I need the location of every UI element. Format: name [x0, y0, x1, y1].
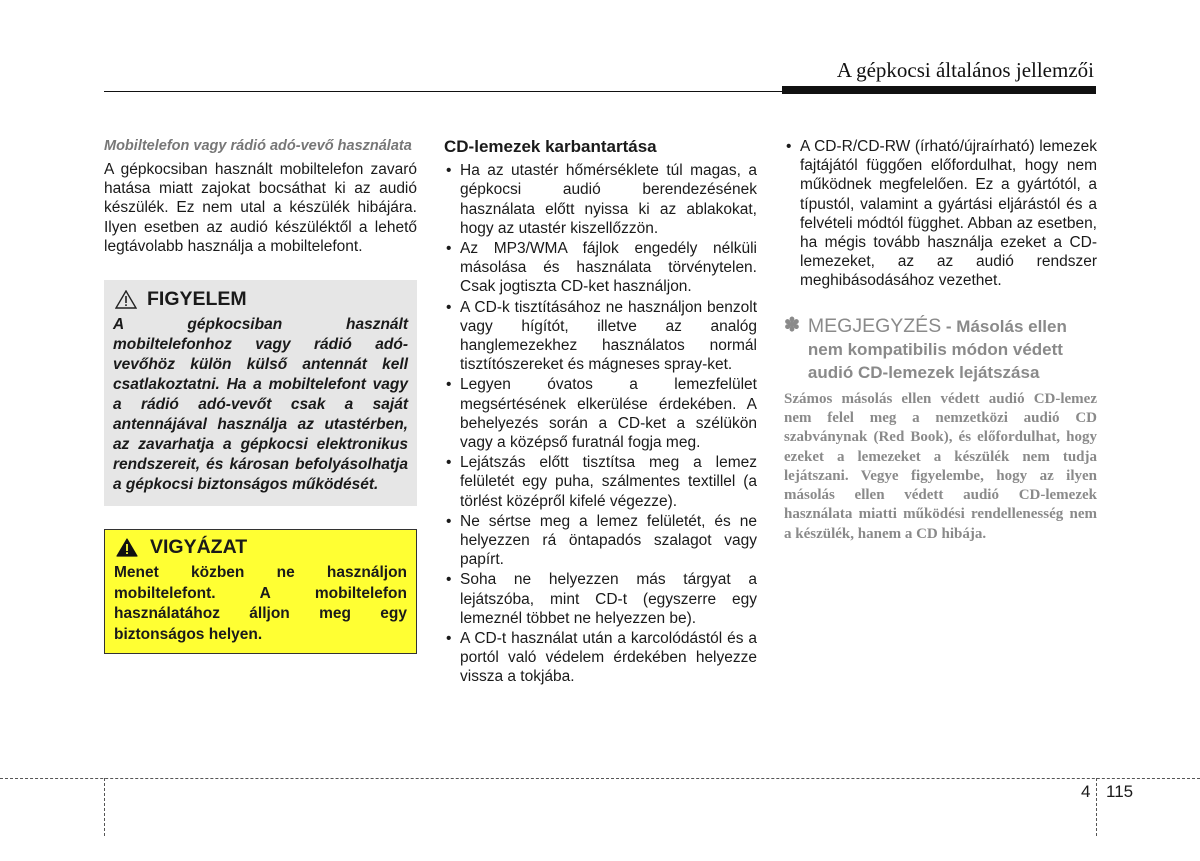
- warning-text: A gépkocsiban használt mobiltelefonhoz vagy rádió adó-vevőhöz külön külső antennát kell csatlakoztatni. Ha a mobiltelefont vagy a rádió adó-vevőt csak a saját antennájával használja az utastérben, az zavarhatja a gépkocsi elektronikus rendszereit, és károsan befolyásolhatja a gépkocsi biztonságos működését.: [113, 316, 408, 494]
- warning-title: FIGYELEM: [147, 288, 247, 311]
- caution-box: [104, 529, 417, 654]
- caution-title-row: [116, 538, 407, 557]
- note-star-icon: ✽: [784, 314, 800, 336]
- warning-triangle-icon: [115, 290, 137, 309]
- list-item: • A CD-t használat után a karcolódástól és a portól való védelem érdekében helyezze vissza a tokjába.: [444, 629, 757, 687]
- body-paragraph: A gépkocsiban használt mobiltelefon zavaró hatása miatt zajokat bocsáthat ki az audió készülék. Ez nem utal a készülék hibájára. Ilyen esetben az audió készüléktől a lehető legtávolabb használja a mobiltelefont.: [104, 161, 417, 255]
- footer-divider-left: [104, 778, 105, 836]
- note-label: MEGJEGYZÉS: [807, 314, 942, 337]
- column-left: [104, 137, 417, 654]
- note-text: Számos másolás ellen védett audió CD-lemez nem felel meg a nemzetközi audió CD szabványnak (Red Book), és előfordulhat, hogy ezeket a lemezeket a készülék nem tudja lejátszani. Vegye figyelembe, hogy az ilyen másolás ellen védett audió CD-lemezek használata miatti működési rendellenesség nem a készülék, hanem a CD hibája.: [784, 390, 1097, 542]
- list-item: • Legyen óvatos a lemezfelület megsértésének elkerülése érdekében. A behelyezés során a CD-ket a szélükön vagy a középső furatnál fogja meg.: [444, 375, 757, 452]
- header-rule: [104, 91, 784, 92]
- column-middle: [444, 137, 757, 688]
- warning-title-row: [115, 290, 408, 309]
- note-heading: [784, 315, 1097, 384]
- page-number: 115: [1106, 782, 1134, 801]
- section-heading: CD-lemezek karbantartása: [444, 137, 657, 156]
- caution-title: VIGYÁZAT: [150, 536, 248, 559]
- footer-divider: [0, 778, 1200, 779]
- list-item: • Ha az utastér hőmérséklete túl magas, a gépkocsi audió berendezésének használata előtt nyissa ki az ablakokat, hogy az utastér kiszellőzzön.: [444, 161, 757, 238]
- footer-divider-right: [1096, 778, 1097, 836]
- list-item: • A CD-R/CD-RW (írható/újraírható) lemezek fajtájától függően előfordulhat, hogy nem működnek megfelelően. Ez a gyártótól, a típustól, valamint a gyártási eljárástól és a felvételi módtól függhet. Abban az esetben, ha mégis tovább használja ezeket a CD-lemezeket, az az audió rendszer meghibásodásához vezethet.: [784, 137, 1097, 291]
- warning-box: [104, 280, 417, 506]
- list-item: • A CD-k tisztításához ne használjon benzolt vagy hígítót, illetve az analóg hanglemezekhez használatos normál tisztítószereket és mágneses spray-ket.: [444, 298, 757, 375]
- page-header-title: A gépkocsi általános jellemzői: [836, 58, 1094, 82]
- caution-triangle-icon: [116, 538, 138, 557]
- list-item: • Soha ne helyezzen más tárgyat a lejátszóba, mint CD-t (egyszerre egy lemeznél többet ne helyezzen be).: [444, 570, 757, 628]
- bullet-list: [784, 137, 1097, 291]
- column-right: [784, 137, 1097, 544]
- caution-text: Menet közben ne használjon mobiltelefont. A mobiltelefon használatához álljon meg egy biztonságos helyen.: [114, 564, 407, 643]
- bullet-list: [444, 161, 757, 686]
- note-title: - Másolás ellen nem kompatibilis módon védett audió CD-lemezek lejátszása: [807, 316, 1067, 382]
- chapter-number: 4: [1081, 782, 1091, 801]
- list-item: • Ne sértse meg a lemez felületét, és ne helyezzen rá öntapadós szalagot vagy papírt.: [444, 512, 757, 570]
- list-item: • Lejátszás előtt tisztítsa meg a lemez felületét egy puha, szálmentes textillel (a törlést középről kifelé végezze).: [444, 453, 757, 511]
- header-rule-bar: [782, 86, 1096, 94]
- list-item: • Az MP3/WMA fájlok engedély nélküli másolása és használata törvénytelen. Csak jogtiszta CD-ket használjon.: [444, 239, 757, 297]
- subsection-heading: Mobiltelefon vagy rádió adó-vevő használata: [104, 138, 412, 154]
- note-heading-text: [808, 315, 1097, 384]
